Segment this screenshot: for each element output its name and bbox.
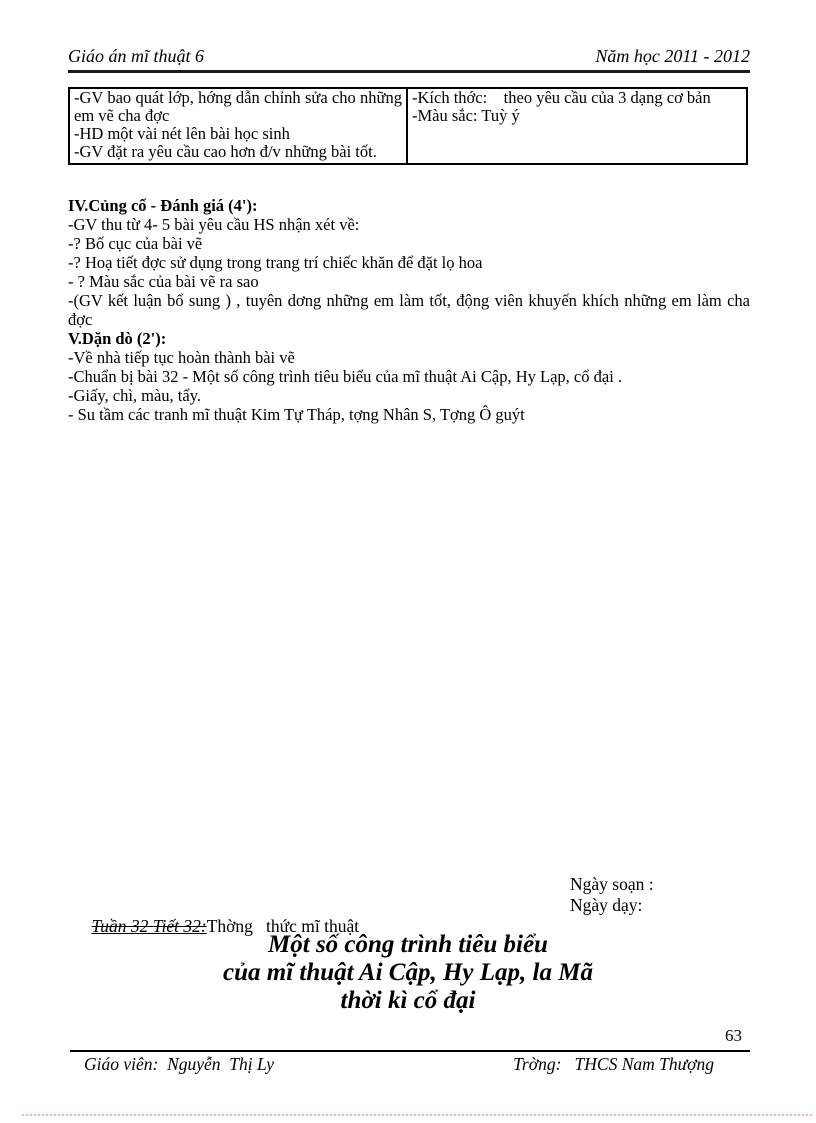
- lesson-title-line: của mĩ thuật Ai Cập, Hy Lạp, la Mã: [223, 959, 593, 986]
- header-document-title: Giáo án mĩ thuật 6: [68, 46, 205, 66]
- date-composed-label: Ngày soạn :: [570, 874, 654, 894]
- running-header: [68, 46, 750, 73]
- body-line: - Su tầm các tranh mĩ thuật Kim Tự Tháp, tợng Nhân S, Tợng Ô guýt: [68, 405, 525, 424]
- page-number: 63: [725, 1026, 742, 1045]
- table-cell-teacher-activities: [70, 89, 408, 163]
- body-line: -(GV kết luận bổ sung ) , tuyên dơng những em làm tốt, động viên khuyến khích những em làm cha đợc: [68, 291, 750, 329]
- table-paragraph: -GV bao quát lớp, hớng dẫn chỉnh sửa cho những em vẽ cha đợc: [74, 88, 402, 125]
- body-line: -GV thu từ 4- 5 bài yêu cầu HS nhận xét về:: [68, 215, 360, 234]
- body-line: -? Hoạ tiết đợc sử dụng trong trang trí chiếc khăn để đặt lọ hoa: [68, 253, 483, 272]
- lesson-title-line: thời kì cổ đại: [340, 987, 476, 1014]
- header-school-year: Năm học 2011 - 2012: [595, 46, 750, 66]
- footer-teacher-name: Giáo viên: Nguyễn Thị Ly: [84, 1054, 275, 1074]
- lesson-category-label: Thờng thức mĩ thuật: [206, 916, 360, 936]
- date-taught-label: Ngày dạy:: [570, 895, 643, 915]
- lesson-body-text: [68, 196, 750, 424]
- week-period-label: Tuần 32 Tiết 32:: [91, 916, 207, 936]
- running-footer: [84, 1054, 714, 1075]
- lesson-title: [0, 931, 816, 1015]
- lesson-title-line: Một số công trình tiêu biểu: [268, 931, 548, 958]
- footer-rule: [70, 1050, 750, 1052]
- footer-school-name: Trờng: THCS Nam Thượng: [513, 1054, 714, 1074]
- section5-heading: V.Dặn dò (2'):: [68, 329, 167, 348]
- body-line: -Chuẩn bị bài 32 - Một số công trình tiêu biểu của mĩ thuật Ai Cập, Hy Lạp, cổ đại .: [68, 367, 623, 386]
- table-cell-requirements: [408, 89, 746, 163]
- body-line: -? Bố cục của bài vẽ: [68, 234, 203, 253]
- section4-heading: IV.Củng cố - Đánh giá (4'):: [68, 196, 258, 215]
- table-paragraph: -Màu sắc: Tuỳ ý: [412, 106, 520, 125]
- page-break-marker: [22, 1114, 812, 1116]
- body-line: -Giấy, chì, màu, tẩy.: [68, 386, 202, 405]
- table-paragraph: -HD một vài nét lên bài học sinh: [74, 124, 290, 143]
- table-paragraph: -Kích thớc: theo yêu cầu của 3 dạng cơ bản: [412, 88, 711, 107]
- activity-table: [68, 87, 748, 165]
- table-paragraph: -GV đặt ra yêu cầu cao hơn đ/v những bài tốt.: [74, 142, 377, 161]
- body-line: - ? Màu sắc của bài vẽ ra sao: [68, 272, 259, 291]
- lesson-dates-block: [570, 874, 654, 916]
- body-line: -Về nhà tiếp tục hoàn thành bài vẽ: [68, 348, 295, 367]
